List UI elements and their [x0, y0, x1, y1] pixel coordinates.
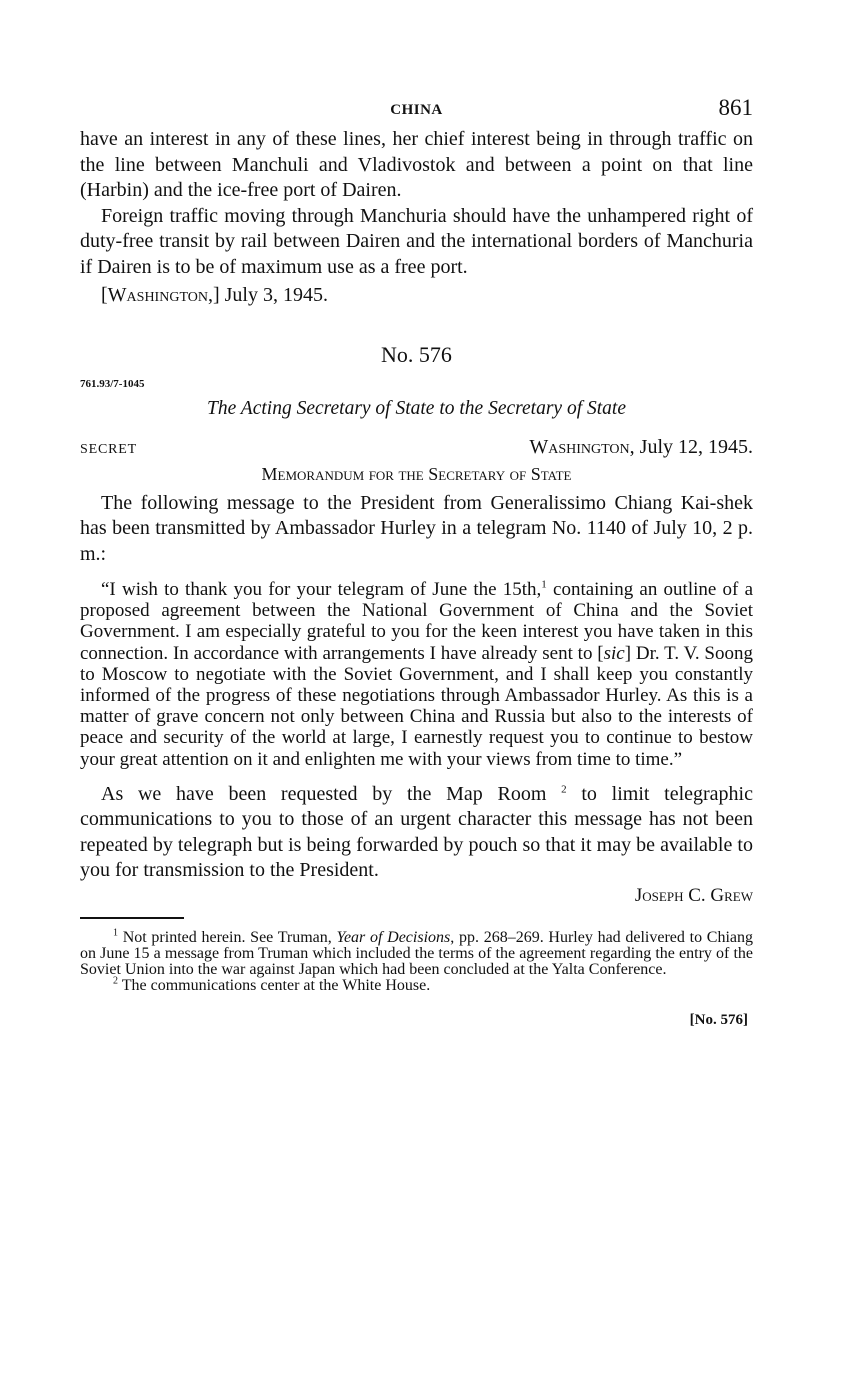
document-date: July 12, 1945.	[634, 435, 753, 458]
classification-label: SECRET	[80, 441, 137, 457]
closing-part-a: As we have been requested by the Map Room	[101, 782, 562, 805]
classification-line	[80, 436, 753, 462]
sic-marker: sic	[603, 642, 625, 664]
footnote-ref-1: 1	[541, 578, 547, 591]
page-number: 861	[718, 95, 753, 120]
document-place: Washington,	[529, 435, 635, 458]
document-dateline	[529, 436, 753, 459]
dateline-open-bracket: [	[101, 284, 108, 306]
quoted-message	[80, 579, 753, 770]
running-title: CHINA	[390, 102, 443, 118]
foreign-traffic-paragraph: Foreign traffic moving through Manchuria should have the unhampered right of duty-free transit by rail between Dairen and the international borders of Manchuria if Dairen is to be of maximum use as a free port.	[80, 204, 753, 278]
footnote-mark: 1	[113, 927, 118, 939]
closing-part-b: to limit telegraphic communications to you to those of an urgent character this message has not been repeated by telegraph but is being forwarded by pouch so that it may be available to you for transmission to the President.	[80, 782, 753, 882]
quote-part-a: “I wish to thank you for your telegram of June the 15th,	[101, 579, 542, 600]
footnote-2	[80, 975, 753, 994]
closing-paragraph	[80, 782, 753, 884]
footnote-divider	[80, 917, 184, 919]
continuation-paragraph: have an interest in any of these lines, her chief interest being in through traffic on the line between Manchuli and Vladivostok and between a point on that line (Harbin) and the ice-free port of Dairen.	[80, 128, 753, 201]
continuation-text	[80, 127, 753, 280]
footnote-text: The communications center at the White House.	[118, 976, 431, 994]
document-tail-reference: [No. 576]	[689, 1011, 748, 1028]
previous-document-dateline	[80, 283, 753, 309]
intro-paragraph: The following message to the President from Generalissimo Chiang Kai-shek has been transmitted by Ambassador Hurley in a telegram No. 1140 of July 10, 2 p. m.:	[80, 491, 753, 565]
running-header	[80, 95, 753, 127]
file-reference: 761.93/7-1045	[80, 377, 145, 390]
signature: Joseph C. Grew	[634, 884, 753, 906]
memorandum-heading: Memorandum for the Secretary of State	[261, 463, 572, 484]
dateline-date: ] July 3, 1945.	[212, 284, 328, 306]
footnote-book-title: Year of Decisions	[336, 928, 451, 946]
footnotes	[80, 927, 754, 994]
footnote-ref-2: 2	[561, 783, 567, 796]
document-title: The Acting Secretary of State to the Secretary of State	[207, 397, 626, 419]
dateline-place: Washington,	[107, 284, 213, 306]
document-number: No. 576	[381, 341, 452, 367]
quote-part-b: containing an outline of a proposed agreement between the National Government of China and the Soviet Government. I am especially grateful to you for the keen interest you have taken in this connection. In accordance with arrangements I have already sent to [	[80, 579, 754, 664]
quote-part-c: ] Dr. T. V. Soong to Moscow to negotiate with the Soviet Government, and I shall keep you constantly informed of the progress of these negotiations through Ambassador Hurley. As this is a matter of grave concern not only between China and Russia but also to the interests of peace and security of the world at large, I earnestly request you to continue to bestow your great attention on it and enlighten me with your views from time to time.”	[80, 642, 753, 770]
footnote-text: , pp. 268–269. Hurley had delivered to Chiang on June 15 a message from Truman which included the terms of the agreement regarding the entry of the Soviet Union into the war against Japan which had been concluded at the Yalta Conference.	[80, 928, 754, 978]
footnote-text: Not printed herein. See Truman,	[118, 928, 337, 946]
footnote-1	[80, 927, 754, 978]
footnote-mark: 2	[113, 975, 118, 987]
document-page	[80, 95, 753, 1029]
